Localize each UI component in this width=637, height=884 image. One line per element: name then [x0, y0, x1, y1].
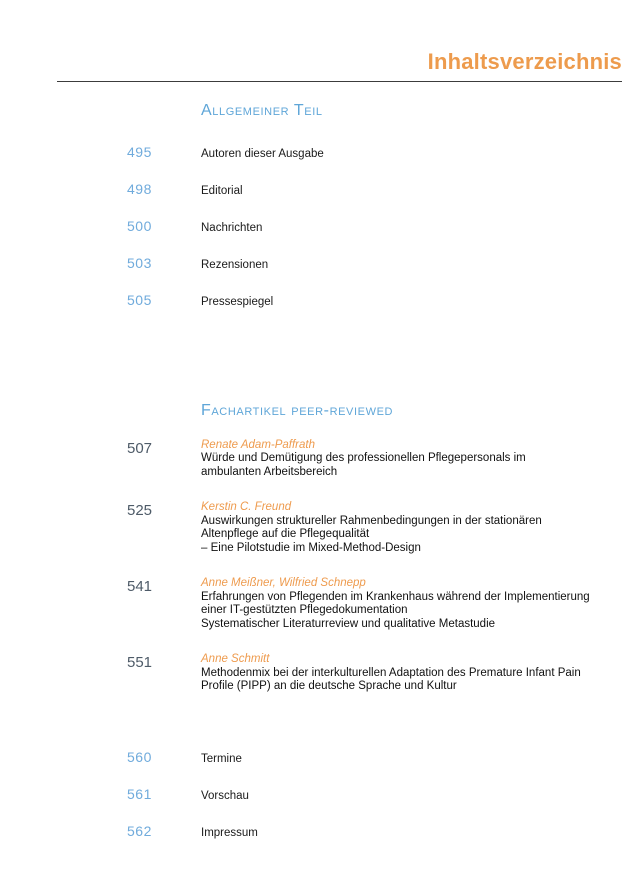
entry-label: Vorschau — [201, 789, 249, 802]
page-number: 560 — [127, 748, 152, 765]
page-number: 500 — [127, 218, 152, 235]
toc-entry — [0, 181, 637, 197]
entry-label: Nachrichten — [201, 222, 263, 235]
article-content — [201, 439, 631, 480]
article-content — [201, 653, 631, 694]
article-authors: Anne Schmitt — [201, 653, 270, 666]
page-number: 498 — [127, 181, 152, 198]
page-number: 562 — [127, 822, 152, 839]
entry-label: Autoren dieser Ausgabe — [201, 148, 324, 161]
article-content — [201, 501, 631, 555]
page-number: 551 — [127, 654, 153, 672]
entry-label: Rezensionen — [201, 259, 269, 272]
section-heading-general: Allgemeiner Teil — [201, 102, 323, 120]
page-title: Inhaltsverzeichnis — [427, 49, 622, 74]
entry-label: Editorial — [201, 185, 243, 198]
entry-label: Impressum — [201, 826, 258, 839]
article-authors: Kerstin C. Freund — [201, 501, 292, 514]
page-number: 503 — [127, 255, 152, 272]
article-entries — [0, 439, 637, 694]
article-title-line: Systematischer Literaturreview und qualitative Metastudie — [201, 617, 496, 630]
toc-entry — [0, 749, 637, 765]
page-number: 525 — [127, 502, 153, 520]
service-entries — [0, 749, 637, 839]
general-entries — [0, 144, 637, 308]
page-number: 561 — [127, 785, 152, 802]
article-title-line: Altenpflege auf die Pflegequalität — [201, 528, 370, 541]
header-rule — [57, 81, 622, 82]
page-number: 505 — [127, 292, 152, 309]
article-authors: Renate Adam-Paffrath — [201, 438, 315, 451]
page-number: 495 — [127, 144, 152, 161]
article-title-line: Methodenmix bei der interkulturellen Adaptation des Premature Infant Pain — [201, 666, 581, 679]
toc-entry — [0, 786, 637, 802]
article-title-line: Erfahrungen von Pflegenden im Krankenhaus während der Implementierung — [201, 590, 590, 603]
article-entry — [0, 439, 637, 480]
article-title-line: Würde und Demütigung des professionellen Pflegepersonals im — [201, 452, 526, 465]
entry-label: Pressespiegel — [201, 296, 274, 309]
toc-entry — [0, 292, 637, 308]
article-title-line: Profile (PIPP) an die deutsche Sprache und Kultur — [201, 680, 457, 693]
toc-entry — [0, 218, 637, 234]
article-entry — [0, 501, 637, 555]
section-heading-articles: Fachartikel peer-reviewed — [201, 402, 394, 420]
toc-entry — [0, 255, 637, 271]
toc-entry — [0, 144, 637, 160]
article-title-line: einer IT-gestützten Pflegedokumentation — [201, 604, 408, 617]
article-title-line: Auswirkungen struktureller Rahmenbedingungen in der stationären — [201, 514, 542, 527]
page-number: 541 — [127, 578, 153, 596]
article-entry — [0, 653, 637, 694]
article-content — [201, 577, 631, 631]
article-authors: Anne Meißner, Wilfried Schnepp — [201, 577, 366, 590]
page-number: 507 — [127, 439, 153, 457]
toc-entry — [0, 823, 637, 839]
article-entry — [0, 577, 637, 631]
entry-label: Termine — [201, 752, 242, 765]
article-title-line: – Eine Pilotstudie im Mixed-Method-Design — [201, 541, 421, 554]
article-title-line: ambulanten Arbeitsbereich — [201, 465, 338, 478]
